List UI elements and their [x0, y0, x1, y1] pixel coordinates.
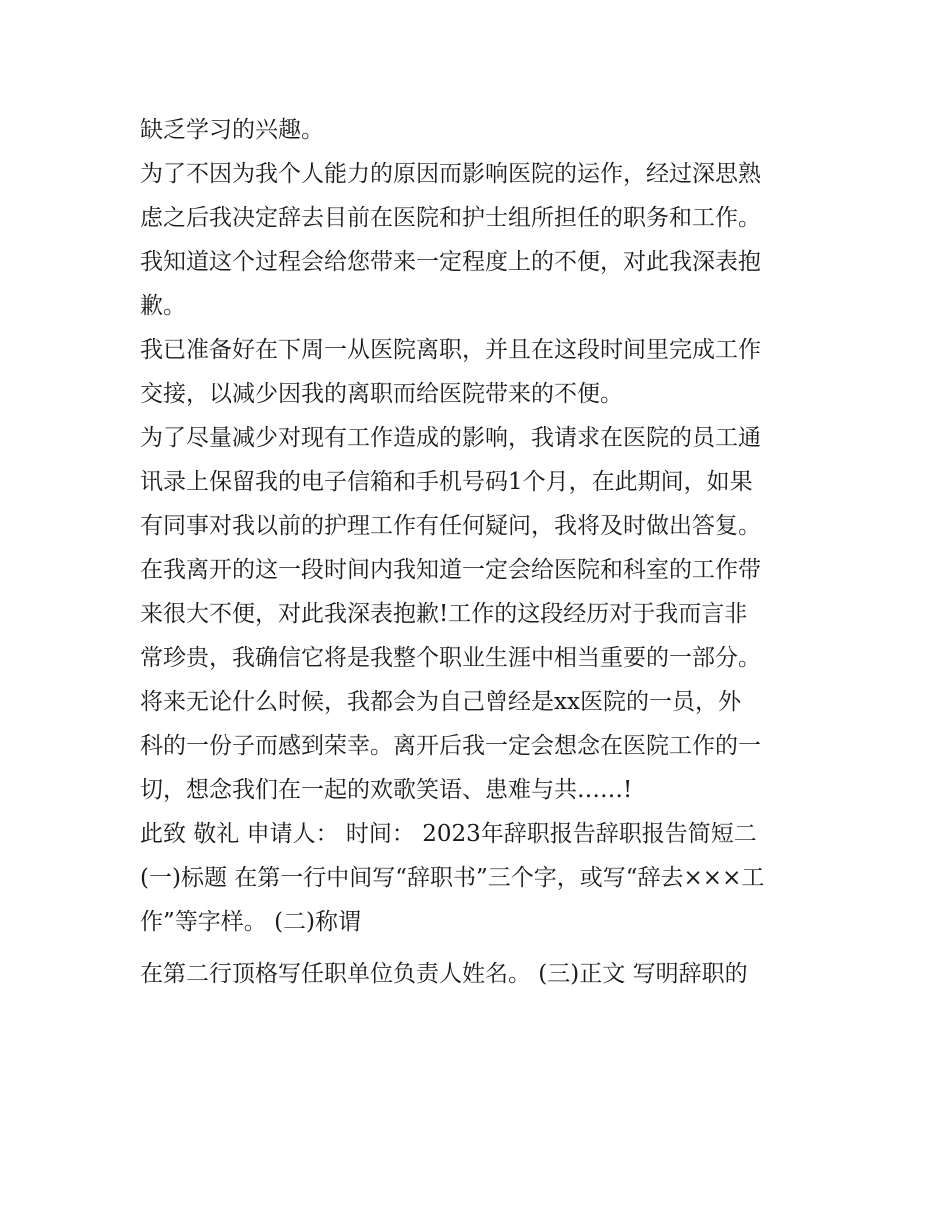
- text-line: 虑之后我决定辞去目前在医院和护士组所担任的职务和工作。: [140, 205, 761, 231]
- text-line: 此致 敬礼 申请人： 时间： 2023年辞职报告辞职报告简短二: [140, 821, 757, 847]
- text-line: 有同事对我以前的护理工作有任何疑问，我将及时做出答复。: [140, 513, 761, 539]
- text-line: 我已准备好在下周一从医院离职，并且在这段时间里完成工作: [140, 337, 761, 363]
- text-line: 为了不因为我个人能力的原因而影响医院的运作，经过深思熟: [140, 161, 761, 187]
- text-line: 作”等字样。 (二)称谓: [140, 909, 362, 935]
- text-line: 来很大不便，对此我深表抱歉!工作的这段经历对于我而言非: [140, 601, 748, 627]
- text-line: 常珍贵，我确信它将是我整个职业生涯中相当重要的一部分。: [140, 645, 761, 671]
- document-body: [140, 108, 820, 996]
- text-line: 将来无论什么时候，我都会为自己曾经是xx医院的一员，外: [140, 689, 741, 715]
- text-line: (一)标题 在第一行中间写“辞职书”三个字，或写“辞去×××工: [140, 865, 765, 891]
- text-line: 科的一份子而感到荣幸。离开后我一定会想念在医院工作的一: [140, 733, 761, 759]
- text-line: 交接，以减少因我的离职而给医院带来的不便。: [140, 381, 623, 407]
- text-line: 为了尽量减少对现有工作造成的影响，我请求在医院的员工通: [140, 425, 761, 451]
- text-line: 歉。: [140, 293, 186, 319]
- text-line: 讯录上保留我的电子信箱和手机号码1个月，在此期间，如果: [140, 469, 753, 495]
- text-line: 切，想念我们在一起的欢歌笑语、患难与共……!: [140, 777, 633, 803]
- text-line: 我知道这个过程会给您带来一定程度上的不便，对此我深表抱: [140, 249, 761, 275]
- text-line: 在我离开的这一段时间内我知道一定会给医院和科室的工作带: [140, 557, 761, 583]
- text-line: 在第二行顶格写任职单位负责人姓名。 (三)正文 写明辞职的: [140, 961, 748, 987]
- text-line: 缺乏学习的兴趣。: [140, 117, 324, 143]
